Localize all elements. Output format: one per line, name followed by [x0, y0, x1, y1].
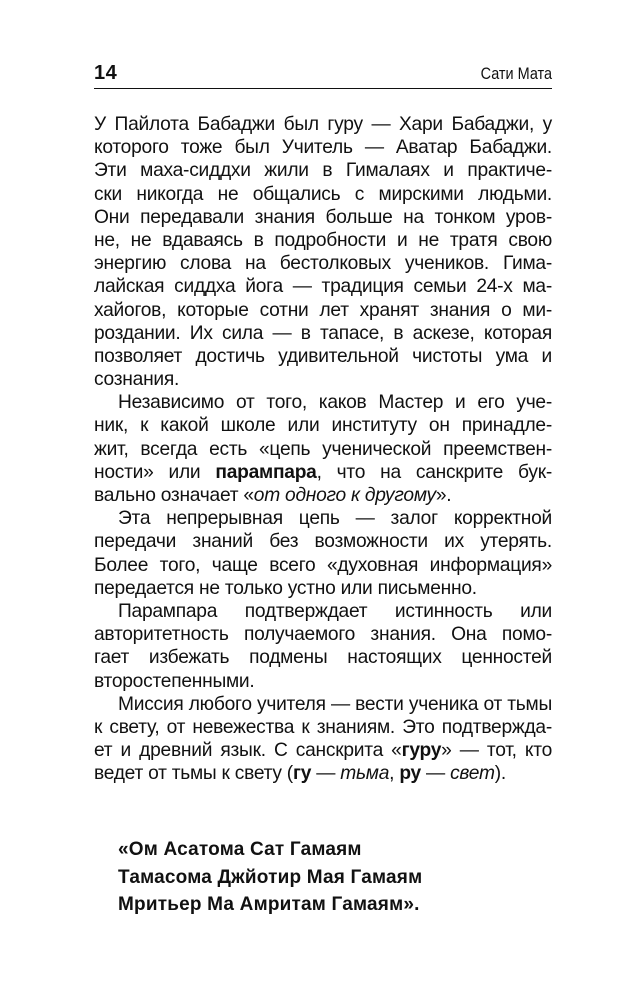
text-run: Миссия любого учителя — вести ученика от тьмы [118, 693, 552, 715]
body-text [94, 113, 552, 785]
text-line [94, 739, 552, 762]
text-line [94, 206, 552, 229]
text-run: которого тоже был Учитель — Аватар Бабаджи. [94, 137, 552, 159]
text-line [94, 670, 552, 693]
page-number: 14 [94, 62, 118, 84]
text-line [94, 345, 552, 368]
bold-term: ру [399, 763, 421, 785]
text-run: энергию слова на бестолковых учеников. Гима- [94, 253, 552, 275]
text-line [94, 183, 552, 206]
text-run: вально означает « [94, 485, 254, 506]
bold-term: гу [292, 763, 312, 785]
text-run: Парампара подтверждает истинность или [118, 600, 552, 622]
text-run: ». [435, 485, 452, 506]
text-line [94, 159, 552, 182]
text-line [94, 299, 552, 322]
text-line [94, 484, 552, 507]
text-run: — [420, 763, 451, 785]
text-line [94, 275, 552, 298]
text-line [94, 322, 552, 345]
text-run: сознания. [94, 369, 180, 391]
text-line [94, 229, 552, 252]
text-line [94, 554, 552, 577]
text-line [94, 693, 552, 716]
paragraph [94, 693, 552, 786]
text-line [94, 113, 552, 136]
text-line [94, 577, 552, 600]
text-line [94, 438, 552, 461]
page-header [94, 58, 552, 89]
text-run: , [389, 763, 400, 785]
text-run: авторитетность получаемого знания. Она помо- [94, 624, 552, 646]
text-line [94, 461, 552, 484]
text-run: роздании. Их сила — в тапасе, в аскезе, которая [94, 322, 552, 344]
text-run: ет и древний язык. С санскрита « [94, 740, 402, 762]
text-run: хайогов, которые сотни лет хранят знания о ми- [94, 299, 552, 321]
text-line [94, 507, 552, 530]
text-run: » — тот, кто [441, 740, 552, 762]
text-run: лайская сиддха йога — традиция семьи 24-х ма- [94, 276, 552, 298]
text-run: не, не вдаваясь в подробности и не тратя свою [94, 229, 552, 251]
text-run: Эта непрерывная цепь — залог корректной [118, 508, 552, 530]
mantra-line: Тамасома Джйотир Мая Гамаям [118, 866, 423, 888]
bold-term: гуру [401, 740, 442, 762]
text-run: У Пайлота Бабаджи был гуру — Хари Бабаджи, у [94, 114, 552, 135]
text-run: передается не только устно или письменно. [94, 577, 477, 599]
paragraph [94, 113, 552, 391]
text-run: , что на санскрите бук- [316, 461, 552, 483]
text-line [94, 136, 552, 159]
text-run: Эти маха-сиддхи жили в Гималаях и практиче- [94, 160, 552, 182]
text-run: второстепенными. [94, 670, 255, 692]
text-run: ности» или [94, 461, 216, 483]
text-line [94, 600, 552, 623]
italic-phrase: тьма [340, 763, 390, 785]
mantra-line: «Ом Асатома Сат Гамаям [118, 839, 362, 860]
italic-phrase: от одного к другому [253, 485, 436, 506]
text-line [94, 252, 552, 275]
text-run: Более того, чаще всего «духовная информация» [94, 554, 552, 576]
text-line [94, 623, 552, 646]
text-line [94, 414, 552, 437]
mantra-invocation [118, 836, 538, 919]
text-line [94, 530, 552, 553]
paragraph [94, 600, 552, 693]
text-run: позволяет достичь удивительной чистоты ума и [94, 345, 552, 367]
text-run: гает избежать подмены настоящих ценностей [94, 647, 552, 669]
text-run: Они передавали знания больше на тонком уров- [94, 206, 552, 228]
paragraph [94, 391, 552, 507]
text-line [94, 646, 552, 669]
mantra-line: Мритьер Ма Амритам Гамаям». [118, 894, 420, 915]
running-title: Сати Мата [480, 64, 552, 83]
text-line [94, 762, 552, 785]
text-line [94, 391, 552, 414]
text-run: ведет от тьмы к свету ( [94, 763, 293, 785]
paragraph [94, 507, 552, 600]
text-run: жит, всегда есть «цепь ученической преемствен- [94, 438, 552, 460]
text-run: ски никогда не общались с мирскими людьми. [94, 183, 552, 205]
bold-term: парампара [215, 461, 317, 483]
text-run: — [311, 763, 341, 785]
italic-phrase: свет [450, 763, 495, 785]
text-line [94, 368, 552, 391]
text-run: ник, к какой школе или институту он принадле- [94, 415, 552, 437]
text-run: Независимо от того, каков Мастер и его уче- [118, 392, 552, 414]
text-line [94, 716, 552, 739]
text-run: передачи знаний без возможности их утерять. [94, 531, 552, 553]
text-run: к свету, от невежества к знаниям. Это подтвержда- [94, 716, 552, 738]
text-run: ). [494, 763, 506, 785]
